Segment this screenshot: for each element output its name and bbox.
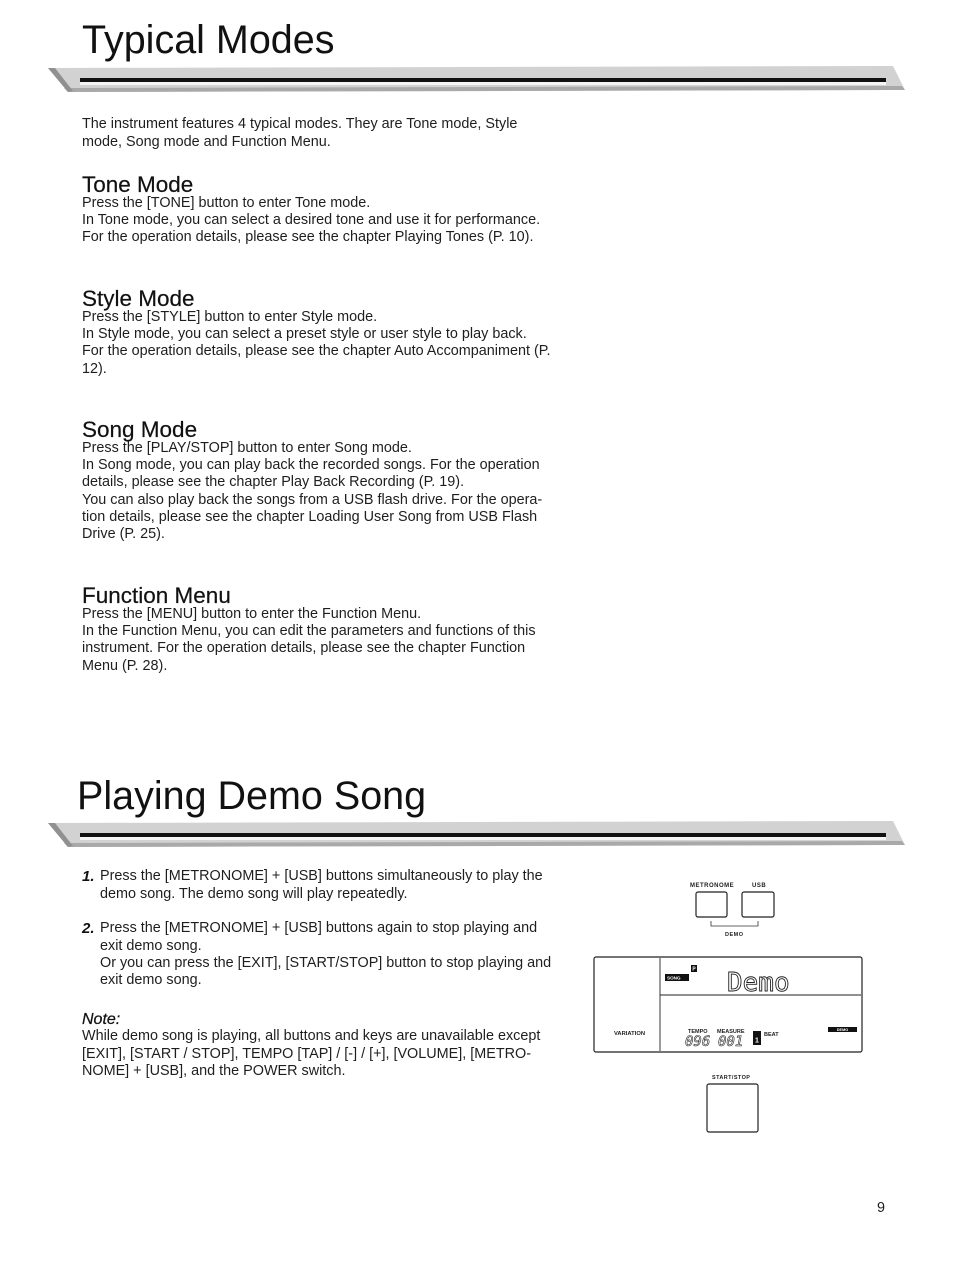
text-line: While demo song is playing, all buttons and keys are unavailable except xyxy=(82,1028,541,1045)
text-line: Press the [STYLE] button to enter Style mode. xyxy=(82,308,378,325)
text-line: NOME] + [USB], and the POWER switch. xyxy=(82,1063,346,1080)
text-line: Press the [MENU] button to enter the Function Menu. xyxy=(82,605,422,622)
song-indicator-label: SONG xyxy=(667,975,681,981)
section-header-rule xyxy=(44,817,910,851)
text-line: In Tone mode, you can select a desired tone and use it for performance. xyxy=(82,211,541,228)
note-text xyxy=(82,1028,540,1080)
text-line: tion details, please see the chapter Loading User Song from USB Flash xyxy=(82,509,538,526)
text-line: Or you can press the [EXIT], [START/STOP] button to stop playing and xyxy=(100,955,552,972)
text-line: Press the [METRONOME] + [USB] buttons simultaneously to play the xyxy=(100,868,543,885)
measure-value: 001 xyxy=(718,1034,744,1050)
step-1-text xyxy=(100,868,543,903)
heading-tone-mode: Tone Mode xyxy=(82,171,194,197)
intro-paragraph xyxy=(82,116,517,151)
demo-bracket xyxy=(711,921,758,926)
text-line: Drive (P. 25). xyxy=(82,526,165,543)
demo-combo-label: DEMO xyxy=(725,932,744,938)
step-number: 2. xyxy=(82,920,95,938)
demo-panel-diagram xyxy=(585,875,870,1137)
metronome-button-label: METRONOME xyxy=(690,883,735,889)
tempo-label: TEMPO xyxy=(688,1029,708,1035)
step-number: 1. xyxy=(82,868,95,886)
text-line: Press the [TONE] button to enter Tone mode. xyxy=(82,194,371,211)
text-line: Press the [METRONOME] + [USB] buttons again to stop playing and xyxy=(100,920,538,937)
text-line: The instrument features 4 typical modes. They are Tone mode, Style xyxy=(82,116,518,133)
text-line: For the operation details, please see the chapter Playing Tones (P. 10). xyxy=(82,229,534,246)
text-line: demo song. The demo song will play repeatedly. xyxy=(100,885,408,902)
text-line: exit demo song. xyxy=(100,972,202,989)
tone-mode-paragraph xyxy=(82,195,540,247)
text-line: mode, Song mode and Function Menu. xyxy=(82,133,331,150)
start-stop-button-label: START/STOP xyxy=(712,1075,751,1081)
text-line: [EXIT], [START / STOP], TEMPO [TAP] / [-] / [+], [VOLUME], [METRO- xyxy=(82,1045,531,1062)
text-line: You can also play back the songs from a USB flash drive. For the opera- xyxy=(82,491,543,508)
demo-indicator-label: DEMO xyxy=(836,1028,849,1032)
section-header-rule xyxy=(44,62,910,96)
usb-button xyxy=(742,892,774,917)
metronome-button xyxy=(696,892,727,917)
song-mode-paragraph xyxy=(82,440,542,544)
style-mode-paragraph xyxy=(82,309,551,379)
text-line: Press the [PLAY/STOP] button to enter Song mode. xyxy=(82,439,412,456)
p-indicator-label: P xyxy=(692,966,696,973)
text-line: For the operation details, please see the chapter Auto Accompaniment (P. xyxy=(82,343,551,360)
beat-label: BEAT xyxy=(764,1032,779,1038)
text-line: Menu (P. 28). xyxy=(82,657,168,674)
note-label: Note: xyxy=(82,1010,121,1028)
text-line: exit demo song. xyxy=(100,937,202,954)
lcd-main-text: Demo xyxy=(727,968,790,998)
tempo-value: 096 xyxy=(685,1034,711,1050)
heading-function-menu: Function Menu xyxy=(82,582,231,608)
heading-song-mode: Song Mode xyxy=(82,416,198,442)
section-title-playing-demo-song: Playing Demo Song xyxy=(77,774,427,818)
beat-value: 1 xyxy=(755,1037,759,1045)
text-line: instrument. For the operation details, please see the chapter Function xyxy=(82,640,526,657)
page-number: 9 xyxy=(877,1199,886,1216)
step-2-text xyxy=(100,920,551,990)
text-line: details, please see the chapter Play Back Recording (P. 19). xyxy=(82,474,465,491)
function-menu-paragraph xyxy=(82,606,536,676)
usb-button-label: USB xyxy=(752,883,767,889)
measure-label: MEASURE xyxy=(717,1029,745,1035)
start-stop-button xyxy=(707,1084,758,1132)
text-line: In Song mode, you can play back the recorded songs. For the operation xyxy=(82,456,540,473)
section-title-typical-modes: Typical Modes xyxy=(82,18,335,62)
text-line: 12). xyxy=(82,360,107,377)
heading-style-mode: Style Mode xyxy=(82,285,195,311)
text-line: In Style mode, you can select a preset style or user style to play back. xyxy=(82,325,527,342)
variation-label: VARIATION xyxy=(614,1031,646,1037)
text-line: In the Function Menu, you can edit the parameters and functions of this xyxy=(82,622,536,639)
